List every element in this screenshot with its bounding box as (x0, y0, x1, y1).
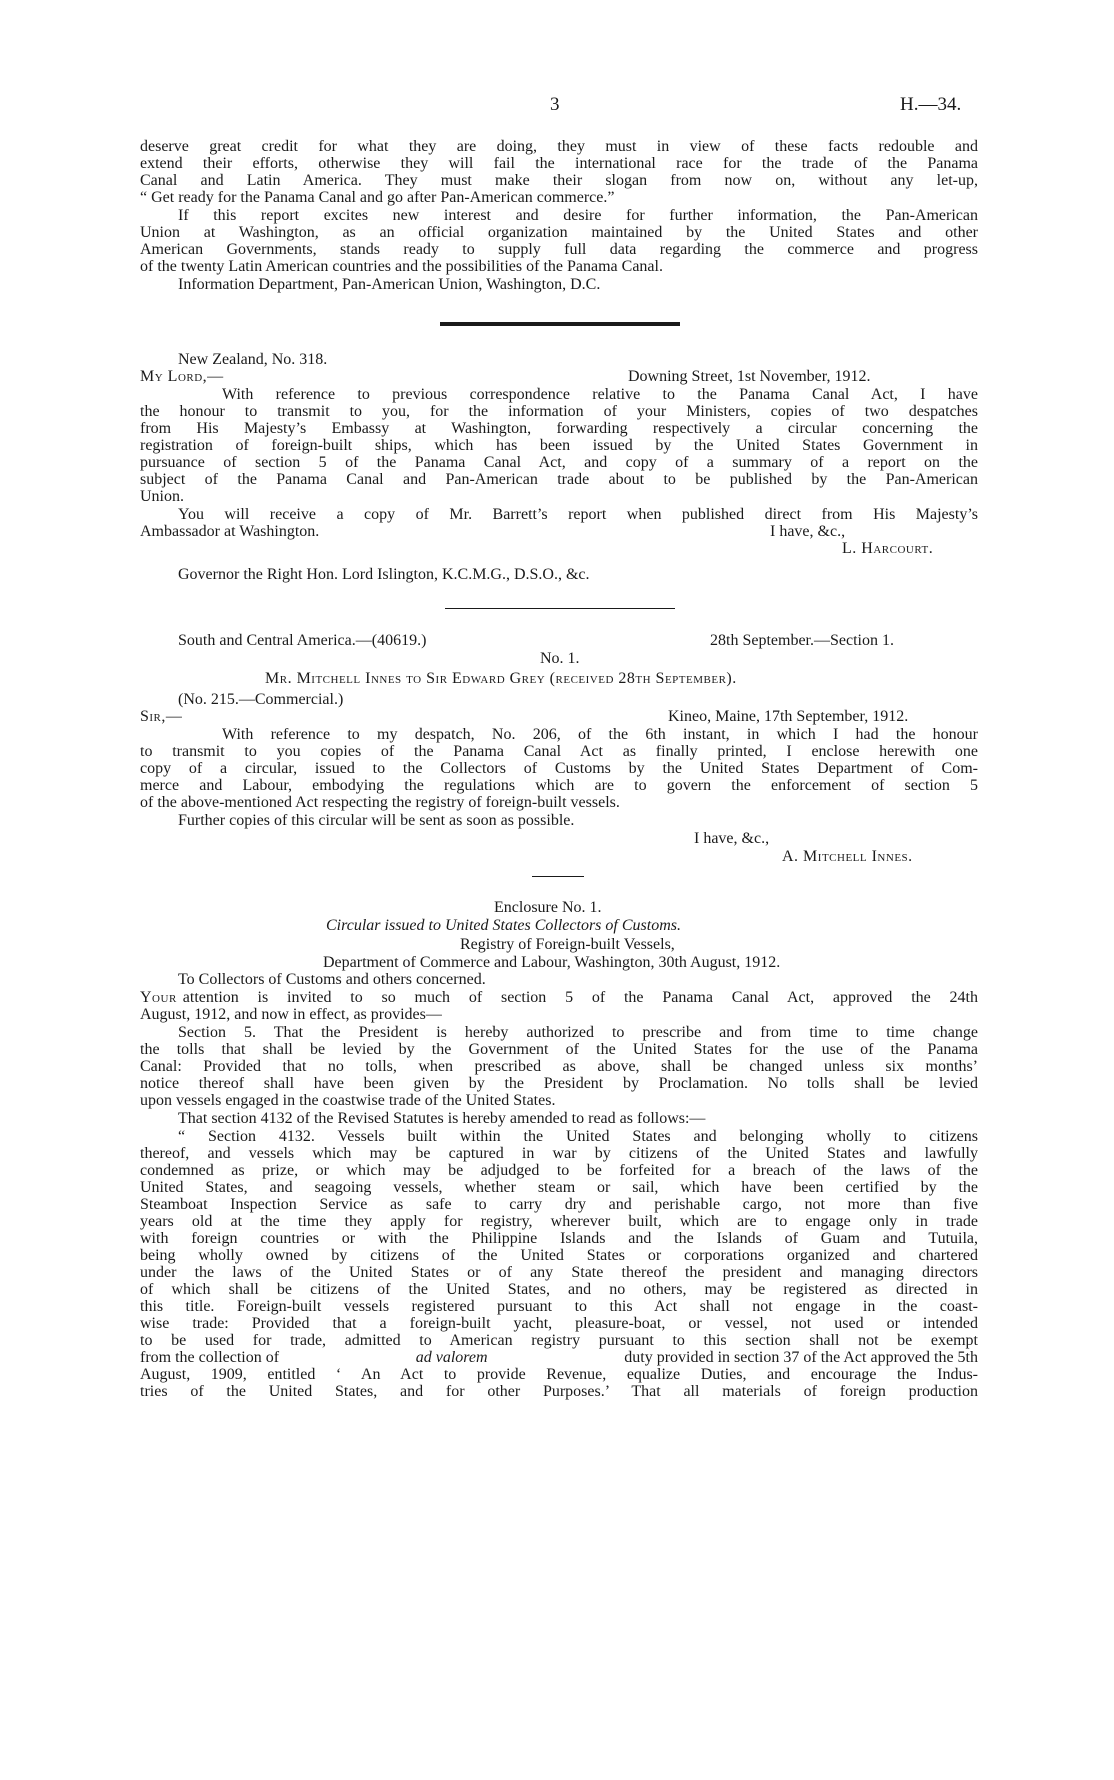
letter2-from-to: Mr. Mitchell Innes to Sir Edward Grey (received 28th September). (265, 670, 737, 687)
section5-line: Section 5. That the President is hereby authorized to prescribe and from time to time change (178, 1024, 978, 1041)
letter2-further: Further copies of this circular will be sent as soon as possible. (178, 812, 575, 829)
section4132-line: under the laws of the United States or of any State thereof the president and managing directors (140, 1264, 978, 1281)
your-word: Your (140, 989, 177, 1006)
letter2-signature: A. Mitchell Innes. (782, 848, 913, 865)
section5-line: Canal: Provided that no tolls, when prescribed as above, shall be changed unless six months’ (140, 1058, 978, 1075)
collection-text: duty provided in section 37 of the Act approved the 5th (624, 1349, 978, 1366)
section5-line: upon vessels engaged in the coastwise trade of the United States. (140, 1092, 556, 1109)
intro-signoff: Information Department, Pan-American Union, Washington, D.C. (178, 276, 601, 293)
letter1-closing: Ambassador at Washington. (140, 523, 320, 540)
attention-text: attention is invited to so much of section 5 of the Panama Canal Act, approved the 24th (182, 989, 978, 1006)
letter2-body-line: to transmit to you copies of the Panama Canal Act as finally printed, I enclose herewith one (140, 743, 978, 760)
collection-line (140, 1349, 978, 1366)
letter1-body-line: registration of foreign-built ships, which has been issued by the United States Government in (140, 437, 978, 454)
section5-line: the tolls that shall be levied by the Government of the United States for the use of the Panama (140, 1041, 978, 1058)
section4132-line: thereof, and vessels which may be captured in war by citizens of the United States and lawfully (140, 1145, 978, 1162)
letter1-closing: You will receive a copy of Mr. Barrett’s report when published direct from His Majesty’s (178, 506, 978, 523)
letter2-body-line: of the above-mentioned Act respecting the registry of foreign-built vessels. (140, 794, 620, 811)
section4132-line: wise trade: Provided that a foreign-built yacht, pleasure-boat, or vessel, not used or intended (140, 1315, 978, 1332)
page-number: 3 (550, 94, 560, 115)
amendment-intro: That section 4132 of the Revised Statutes is hereby amended to read as follows:— (178, 1110, 706, 1127)
letter1-signature: L. Harcourt. (842, 540, 934, 557)
intro-line: Canal and Latin America. They must make their slogan from now on, without any let-up, (140, 172, 978, 189)
intro-line: American Governments, stands ready to supply full data regarding the commerce and progress (140, 241, 978, 258)
letter1-body-line: With reference to previous correspondence relative to the Panama Canal Act, I have (222, 386, 978, 403)
section4132-line: August, 1909, entitled ‘ An Act to provide Revenue, equalize Duties, and encourage the Indus- (140, 1366, 978, 1383)
letter1-salutation: My Lord,— (140, 368, 224, 385)
enclosure-to: To Collectors of Customs and others concerned. (178, 971, 486, 988)
section4132-line: condemned as prize, or which may be adjudged to be forfeited for a breach of the laws of the (140, 1162, 978, 1179)
section4132-line: “ Section 4132. Vessels built within the United States and belonging wholly to citizens (178, 1128, 978, 1145)
section4132-line: tries of the United States, and for other Purposes.’ That all materials of foreign production (140, 1383, 978, 1400)
section4132-line: this title. Foreign-built vessels registered pursuant to this Act shall not engage in the coast- (140, 1298, 978, 1315)
intro-line: “ Get ready for the Panama Canal and go after Pan-American commerce.” (140, 189, 615, 206)
letter2-number: No. 1. (540, 650, 580, 667)
section4132-line: with foreign countries or with the Philippine Islands and the Islands of Guam and Tutuila, (140, 1230, 978, 1247)
enclosure-registry: Registry of Foreign-built Vessels, (460, 936, 675, 953)
collection-text: from the collection of (140, 1349, 280, 1366)
letter1-addressee: Governor the Right Hon. Lord Islington, K.C.M.G., D.S.O., &c. (178, 566, 590, 583)
section-divider (440, 322, 680, 326)
enclosure-attention-cont: August, 1912, and now in effect, as provides— (140, 1006, 442, 1023)
intro-line: Union at Washington, as an official organization maintained by the United States and other (140, 224, 978, 241)
intro-line: deserve great credit for what they are doing, they must in view of these facts redouble and (140, 138, 978, 155)
ad-valorem-term: ad valorem (415, 1349, 488, 1366)
enclosure-subtitle: Circular issued to United States Collectors of Customs. (326, 917, 681, 934)
enclosure-title: Enclosure No. 1. (494, 899, 602, 916)
letter2-body-line: With reference to my despatch, No. 206, of the 6th instant, in which I had the honour (222, 726, 978, 743)
intro-line: If this report excites new interest and desire for further information, the Pan-American (178, 207, 978, 224)
letter2-body-line: merce and Labour, embodying the regulations which are to govern the enforcement of section 5 (140, 777, 978, 794)
enclosure-department: Department of Commerce and Labour, Washington, 30th August, 1912. (323, 954, 781, 971)
enclosure-attention (140, 989, 978, 1006)
intro-line: of the twenty Latin American countries and the possibilities of the Panama Canal. (140, 258, 663, 275)
section4132-line: Steamboat Inspection Service as safe to carry dry and perishable cargo, not more than five (140, 1196, 978, 1213)
letter2-place-date: Kineo, Maine, 17th September, 1912. (668, 708, 909, 725)
letter2-reference: (No. 215.—Commercial.) (178, 691, 344, 708)
letter2-salutation: Sir,— (140, 708, 183, 725)
letter1-body-line: from His Majesty’s Embassy at Washington, forwarding respectively a circular concerning the (140, 420, 978, 437)
section4132-line: to be used for trade, admitted to American registry pursuant to this section shall not be exempt (140, 1332, 978, 1349)
section4132-line: years old at the time they apply for registry, wherever built, which are to engage only in trade (140, 1213, 978, 1230)
letter1-place-date: Downing Street, 1st November, 1912. (628, 368, 871, 385)
section5-line: notice thereof shall have been given by the President by Proclamation. No tolls shall be levied (140, 1075, 978, 1092)
document-reference: H.—34. (900, 94, 962, 115)
section4132-line: being wholly owned by citizens of the United States or corporations organized and chartered (140, 1247, 978, 1264)
letter1-body-line: pursuance of section 5 of the Panama Canal Act, and copy of a summary of a report on the (140, 454, 978, 471)
section-divider (445, 608, 675, 609)
letter2-body-line: copy of a circular, issued to the Collectors of Customs by the United States Department of Com- (140, 760, 978, 777)
letter1-reference: New Zealand, No. 318. (178, 351, 328, 368)
intro-line: extend their efforts, otherwise they will fail the international race for the trade of the Panama (140, 155, 978, 172)
letter2-heading: South and Central America.—(40619.) (178, 632, 427, 649)
letter1-body-line: subject of the Panama Canal and Pan-American trade about to be published by the Pan-American (140, 471, 978, 488)
letter2-i-have: I have, &c., (694, 830, 770, 847)
letter1-i-have: I have, &c., (770, 523, 846, 540)
section4132-line: of which shall be citizens of the United States, and no others, may be registered as directed in (140, 1281, 978, 1298)
letter1-body-line: the honour to transmit to you, for the information of your Ministers, copies of two despatches (140, 403, 978, 420)
letter2-section: 28th September.—Section 1. (710, 632, 894, 649)
section-divider (532, 876, 584, 877)
letter1-body-line: Union. (140, 488, 184, 505)
section4132-line: United States, and seagoing vessels, whether steam or sail, which have been certified by the (140, 1179, 978, 1196)
